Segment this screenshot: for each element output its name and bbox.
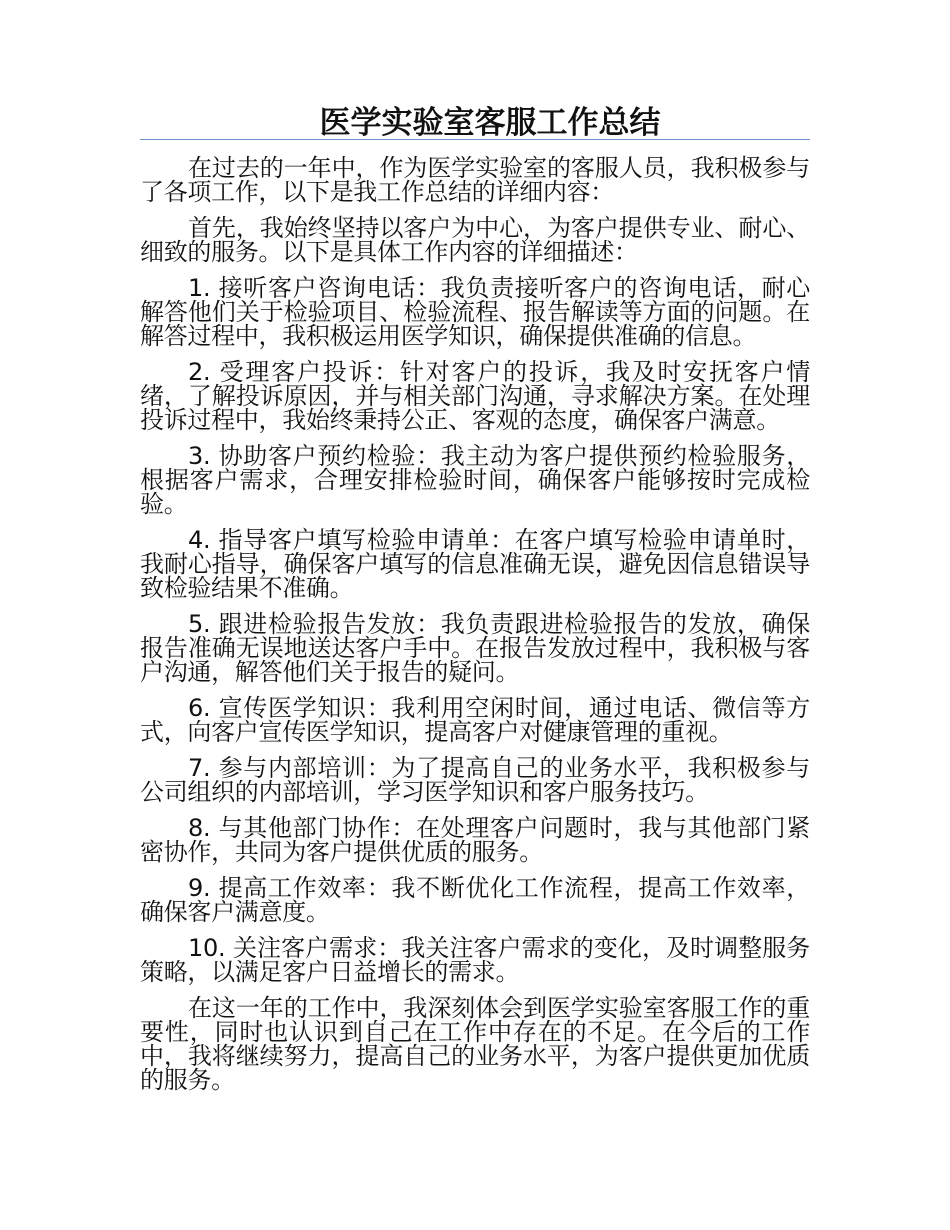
work-item-8: 8. 与其他部门协作：在处理客户问题时，我与其他部门紧密协作，共同为客户提供优质的服务。 xyxy=(140,814,810,866)
intro-paragraph: 在过去的一年中，作为医学实验室的客服人员，我积极参与了各项工作，以下是我工作总结的详细内容： xyxy=(140,154,810,206)
work-item-3: 3. 协助客户预约检验：我主动为客户提供预约检验服务，根据客户需求，合理安排检验时间，确保客户能够按时完成检验。 xyxy=(140,442,810,518)
overview-paragraph: 首先，我始终坚持以客户为中心，为客户提供专业、耐心、细致的服务。以下是具体工作内容的详细描述： xyxy=(140,214,810,266)
work-item-5: 5. 跟进检验报告发放：我负责跟进检验报告的发放，确保报告准确无误地送达客户手中。在报告发放过程中，我积极与客户沟通，解答他们关于报告的疑问。 xyxy=(140,610,810,686)
conclusion-paragraph: 在这一年的工作中，我深刻体会到医学实验室客服工作的重要性，同时也认识到自己在工作中存在的不足。在今后的工作中，我将继续努力，提高自己的业务水平，为客户提供更加优质的服务。 xyxy=(140,994,810,1094)
work-item-7: 7. 参与内部培训：为了提高自己的业务水平，我积极参与公司组织的内部培训，学习医学知识和客户服务技巧。 xyxy=(140,754,810,806)
document-body xyxy=(140,156,810,1104)
document-title: 医学实验室客服工作总结 xyxy=(319,105,661,141)
work-item-2: 2. 受理客户投诉：针对客户的投诉，我及时安抚客户情绪，了解投诉原因，并与相关部门沟通，寻求解决方案。在处理投诉过程中，我始终秉持公正、客观的态度，确保客户满意。 xyxy=(140,358,810,434)
work-item-4: 4. 指导客户填写检验申请单：在客户填写检验申请单时，我耐心指导，确保客户填写的信息准确无误，避免因信息错误导致检验结果不准确。 xyxy=(140,526,810,602)
work-item-10: 10. 关注客户需求：我关注客户需求的变化，及时调整服务策略，以满足客户日益增长的需求。 xyxy=(140,934,810,986)
work-item-1: 1. 接听客户咨询电话：我负责接听客户的咨询电话，耐心解答他们关于检验项目、检验流程、报告解读等方面的问题。在解答过程中，我积极运用医学知识，确保提供准确的信息。 xyxy=(140,274,810,350)
work-item-9: 9. 提高工作效率：我不断优化工作流程，提高工作效率，确保客户满意度。 xyxy=(140,874,810,926)
title-underline xyxy=(140,139,810,140)
work-item-6: 6. 宣传医学知识：我利用空闲时间，通过电话、微信等方式，向客户宣传医学知识，提高客户对健康管理的重视。 xyxy=(140,694,810,746)
